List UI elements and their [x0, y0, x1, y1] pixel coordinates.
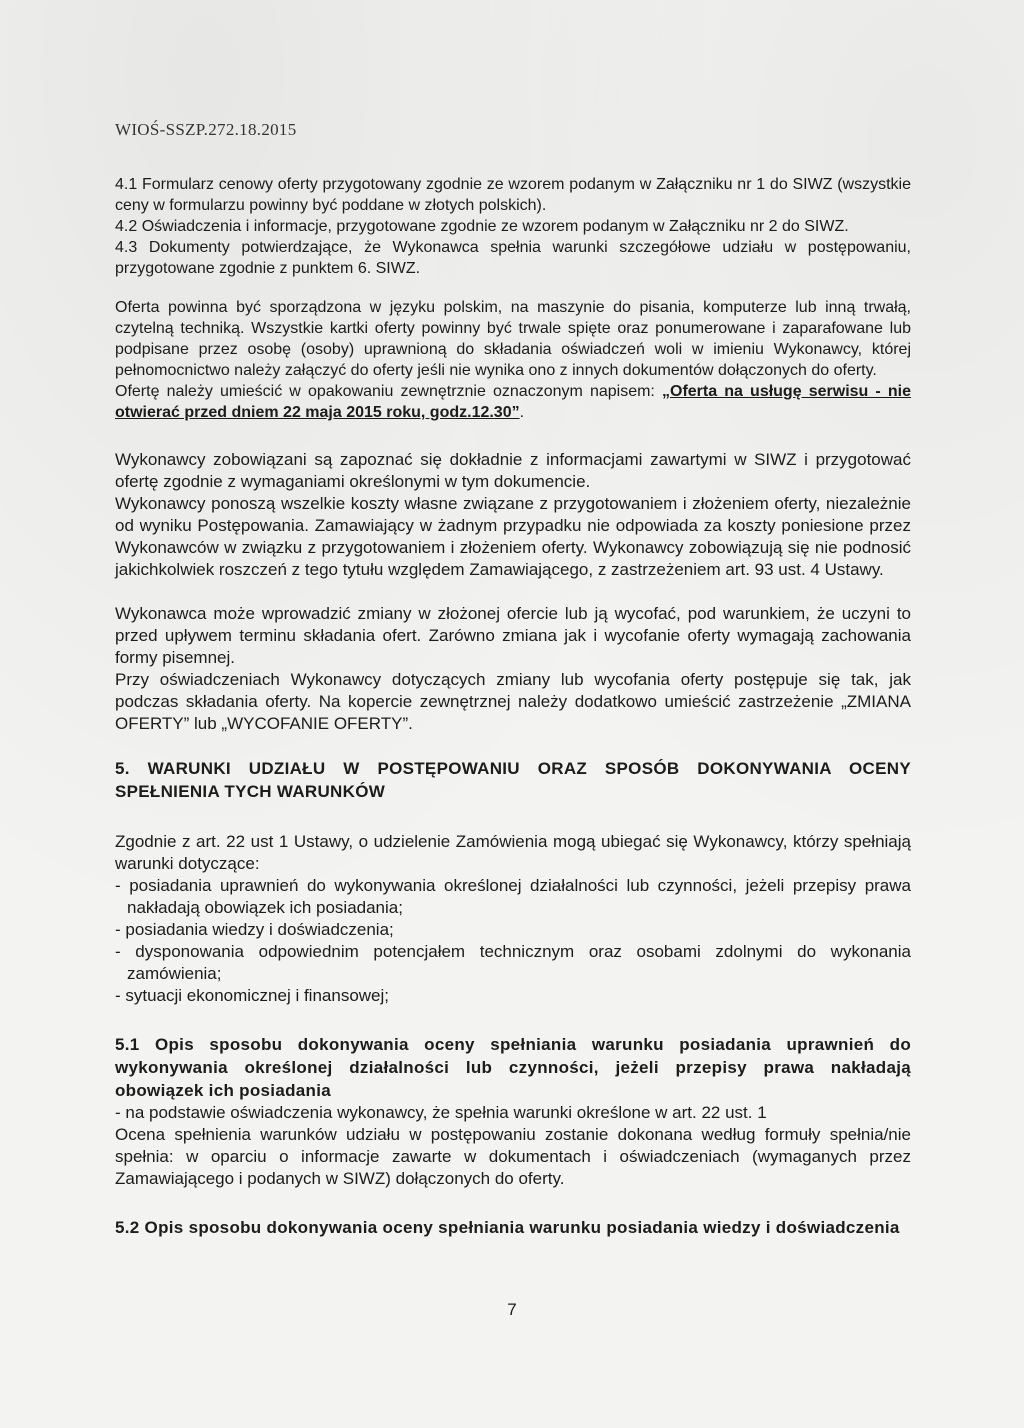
- changes-paragraph-2: Przy oświadczeniach Wykonawcy dotyczących zmiany lub wycofania oferty postępuje się tak, jak podczas składania oferty. Na kopercie zewnętrznej należy dodatkowo umieścić zastrzeżenie „ZMIANA OFERTY” lub „WYCOFANIE OFERTY”.: [115, 670, 911, 733]
- contractors-paragraph-1: Wykonawcy zobowiązani są zapoznać się dokładnie z informacjami zawartymi w SIWZ i przygotować ofertę zgodnie z wymaganiami określonymi w tym dokumencie.: [115, 450, 911, 491]
- page-number: 7: [507, 1300, 517, 1319]
- document-reference: WIOŚ-SSZP.272.18.2015: [115, 120, 297, 139]
- offer-format-paragraph: Oferta powinna być sporządzona w języku polskim, na maszynie do pisania, komputerze lub inną trwałą, czytelną techniką. Wszystkie kartki oferty powinny być trwale spięte oraz ponumerowane i zaparafowane lub podpisane przez osobę (osoby) uprawnioną do składania oświadczeń woli w imieniu Wykonawcy, której pełnomocnictwo należy załączyć do oferty jeśli nie wynika ono z innych dokumentów dołączonych do oferty.: [115, 299, 911, 379]
- contractors-paragraph-2: Wykonawcy ponoszą wszelkie koszty własne związane z przygotowaniem i złożeniem oferty, niezależnie od wyniku Postępowania. Zamawiający w żadnym przypadku nie odpowiada za koszty poniesione przez Wykonawców w związku z przygotowaniem i złożeniem oferty. Wykonawcy zobowiązują się nie podnosić jakichkolwiek roszczeń z tego tytułu względem Zamawiającego, z zastrzeżeniem art. 93 ust. 4 Ustawy.: [115, 494, 911, 579]
- section-5-2-heading: 5.2 Opis sposobu dokonywania oceny spełniania warunku posiadania wiedzy i doświadczenia: [115, 1218, 900, 1237]
- item-4-2: 4.2 Oświadczenia i informacje, przygotowane zgodnie ze wzorem podanym w Załączniku nr 2 do SIWZ.: [115, 218, 849, 235]
- offer-packaging-paragraph: [115, 381, 911, 423]
- item-4-3: 4.3 Dokumenty potwierdzające, że Wykonawca spełnia warunki szczegółowe udziału w postępowaniu, przygotowane zgodnie z punktem 6. SIWZ.: [115, 239, 911, 277]
- item-4-1: 4.1 Formularz cenowy oferty przygotowany zgodnie ze wzorem podanym w Załączniku nr 1 do SIWZ (wszystkie ceny w formularzu powinny być poddane w złotych polskich).: [115, 176, 911, 214]
- section-5-heading: 5. WARUNKI UDZIAŁU W POSTĘPOWANIU ORAZ SPOSÓB DOKONYWANIA OCENY SPEŁNIENIA TYCH WARUNKÓW: [115, 759, 911, 801]
- section-5-list-item: - dysponowania odpowiednim potencjałem technicznym oraz osobami zdolnymi do wykonania zamówienia;: [115, 942, 911, 983]
- section-5-1-line-1: - na podstawie oświadczenia wykonawcy, że spełnia warunki określone w art. 22 ust. 1: [115, 1103, 767, 1122]
- offer-packaging-text: Ofertę należy umieścić w opakowaniu zewnętrznie oznaczonym napisem:: [115, 383, 662, 400]
- section-5-1-line-2: Ocena spełnienia warunków udziału w postępowaniu zostanie dokonana według formuły spełnia/nie spełnia: w oparciu o informacje zawarte w dokumentach i oświadczeniach (wymaganych przez Zamawiającego i podanych w SIWZ) dołączonych do oferty.: [115, 1125, 911, 1188]
- offer-envelope-label: „Oferta na usługę serwisu - nie otwierać przed dniem 22 maja 2015 roku, godz.12.30”: [115, 383, 912, 421]
- section-5-list-item: - posiadania uprawnień do wykonywania określonej działalności lub czynności, jeżeli przepisy prawa nakładają obowiązek ich posiadania;: [115, 876, 911, 917]
- section-5-list-item: - posiadania wiedzy i doświadczenia;: [115, 920, 394, 939]
- changes-paragraph-1: Wykonawca może wprowadzić zmiany w złożonej ofercie lub ją wycofać, pod warunkiem, że uczyni to przed upływem terminu składania ofert. Zarówno zmiana jak i wycofanie oferty wymagają zachowania formy pisemnej.: [115, 604, 911, 667]
- offer-packaging-suffix: .: [519, 404, 525, 421]
- page-content: [115, 120, 911, 1239]
- section-5-1-heading: 5.1 Opis sposobu dokonywania oceny spełniania warunku posiadania uprawnień do wykonywania określonej działalności lub czynności, jeżeli przepisy prawa nakładają obowiązek ich posiadania: [115, 1035, 911, 1100]
- section-5-list-item: - sytuacji ekonomicznej i finansowej;: [115, 986, 390, 1005]
- section-5-intro: Zgodnie z art. 22 ust 1 Ustawy, o udzielenie Zamówienia mogą ubiegać się Wykonawcy, którzy spełniają warunki dotyczące:: [115, 832, 911, 873]
